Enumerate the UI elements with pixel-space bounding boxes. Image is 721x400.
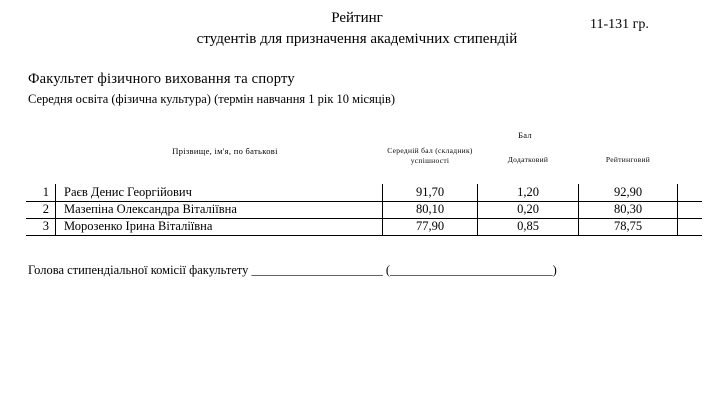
extra-score: 1,20 [517, 185, 539, 199]
row-divider [26, 235, 702, 236]
student-name: Раєв Денис Георгійович [64, 185, 192, 199]
average-score: 77,90 [415, 219, 445, 233]
column-header-name: Прізвище, ім'я, по батькові [172, 146, 278, 156]
row-number: 2 [42, 202, 49, 216]
rating-score: 80,30 [613, 202, 643, 216]
column-header-extra: Додатковий [507, 155, 549, 164]
rating-score: 92,90 [613, 185, 643, 199]
page-subtitle: студентів для призначення академічних стипендій [196, 31, 518, 47]
page-title: Рейтинг [331, 10, 383, 26]
extra-score: 0,85 [517, 219, 539, 233]
student-name: Морозенко Ірина Віталіївна [64, 219, 213, 233]
column-header-average: Середній бал (складник) успішності [387, 146, 473, 165]
column-divider [55, 184, 56, 236]
column-header-bal: Бал [518, 130, 532, 140]
student-name: Мазепіна Олександра Віталіївна [64, 202, 237, 216]
average-score: 91,70 [415, 185, 445, 199]
rating-score: 78,75 [613, 219, 643, 233]
group-label: 11-131 гр. [590, 17, 649, 32]
column-header-rating: Рейтинговий [605, 155, 651, 164]
extra-score: 0,20 [517, 202, 539, 216]
column-divider [382, 184, 383, 236]
average-score: 80,10 [415, 202, 445, 216]
signature-line: Голова стипендіальної комісії факультету _____________________ (__________________________) [28, 263, 557, 277]
program-name: Середня освіта (фізична культура) (термін навчання 1 рік 10 місяців) [28, 92, 396, 106]
row-number: 3 [42, 219, 49, 233]
faculty-name: Факультет фізичного виховання та спорту [28, 71, 295, 87]
row-number: 1 [42, 185, 49, 199]
